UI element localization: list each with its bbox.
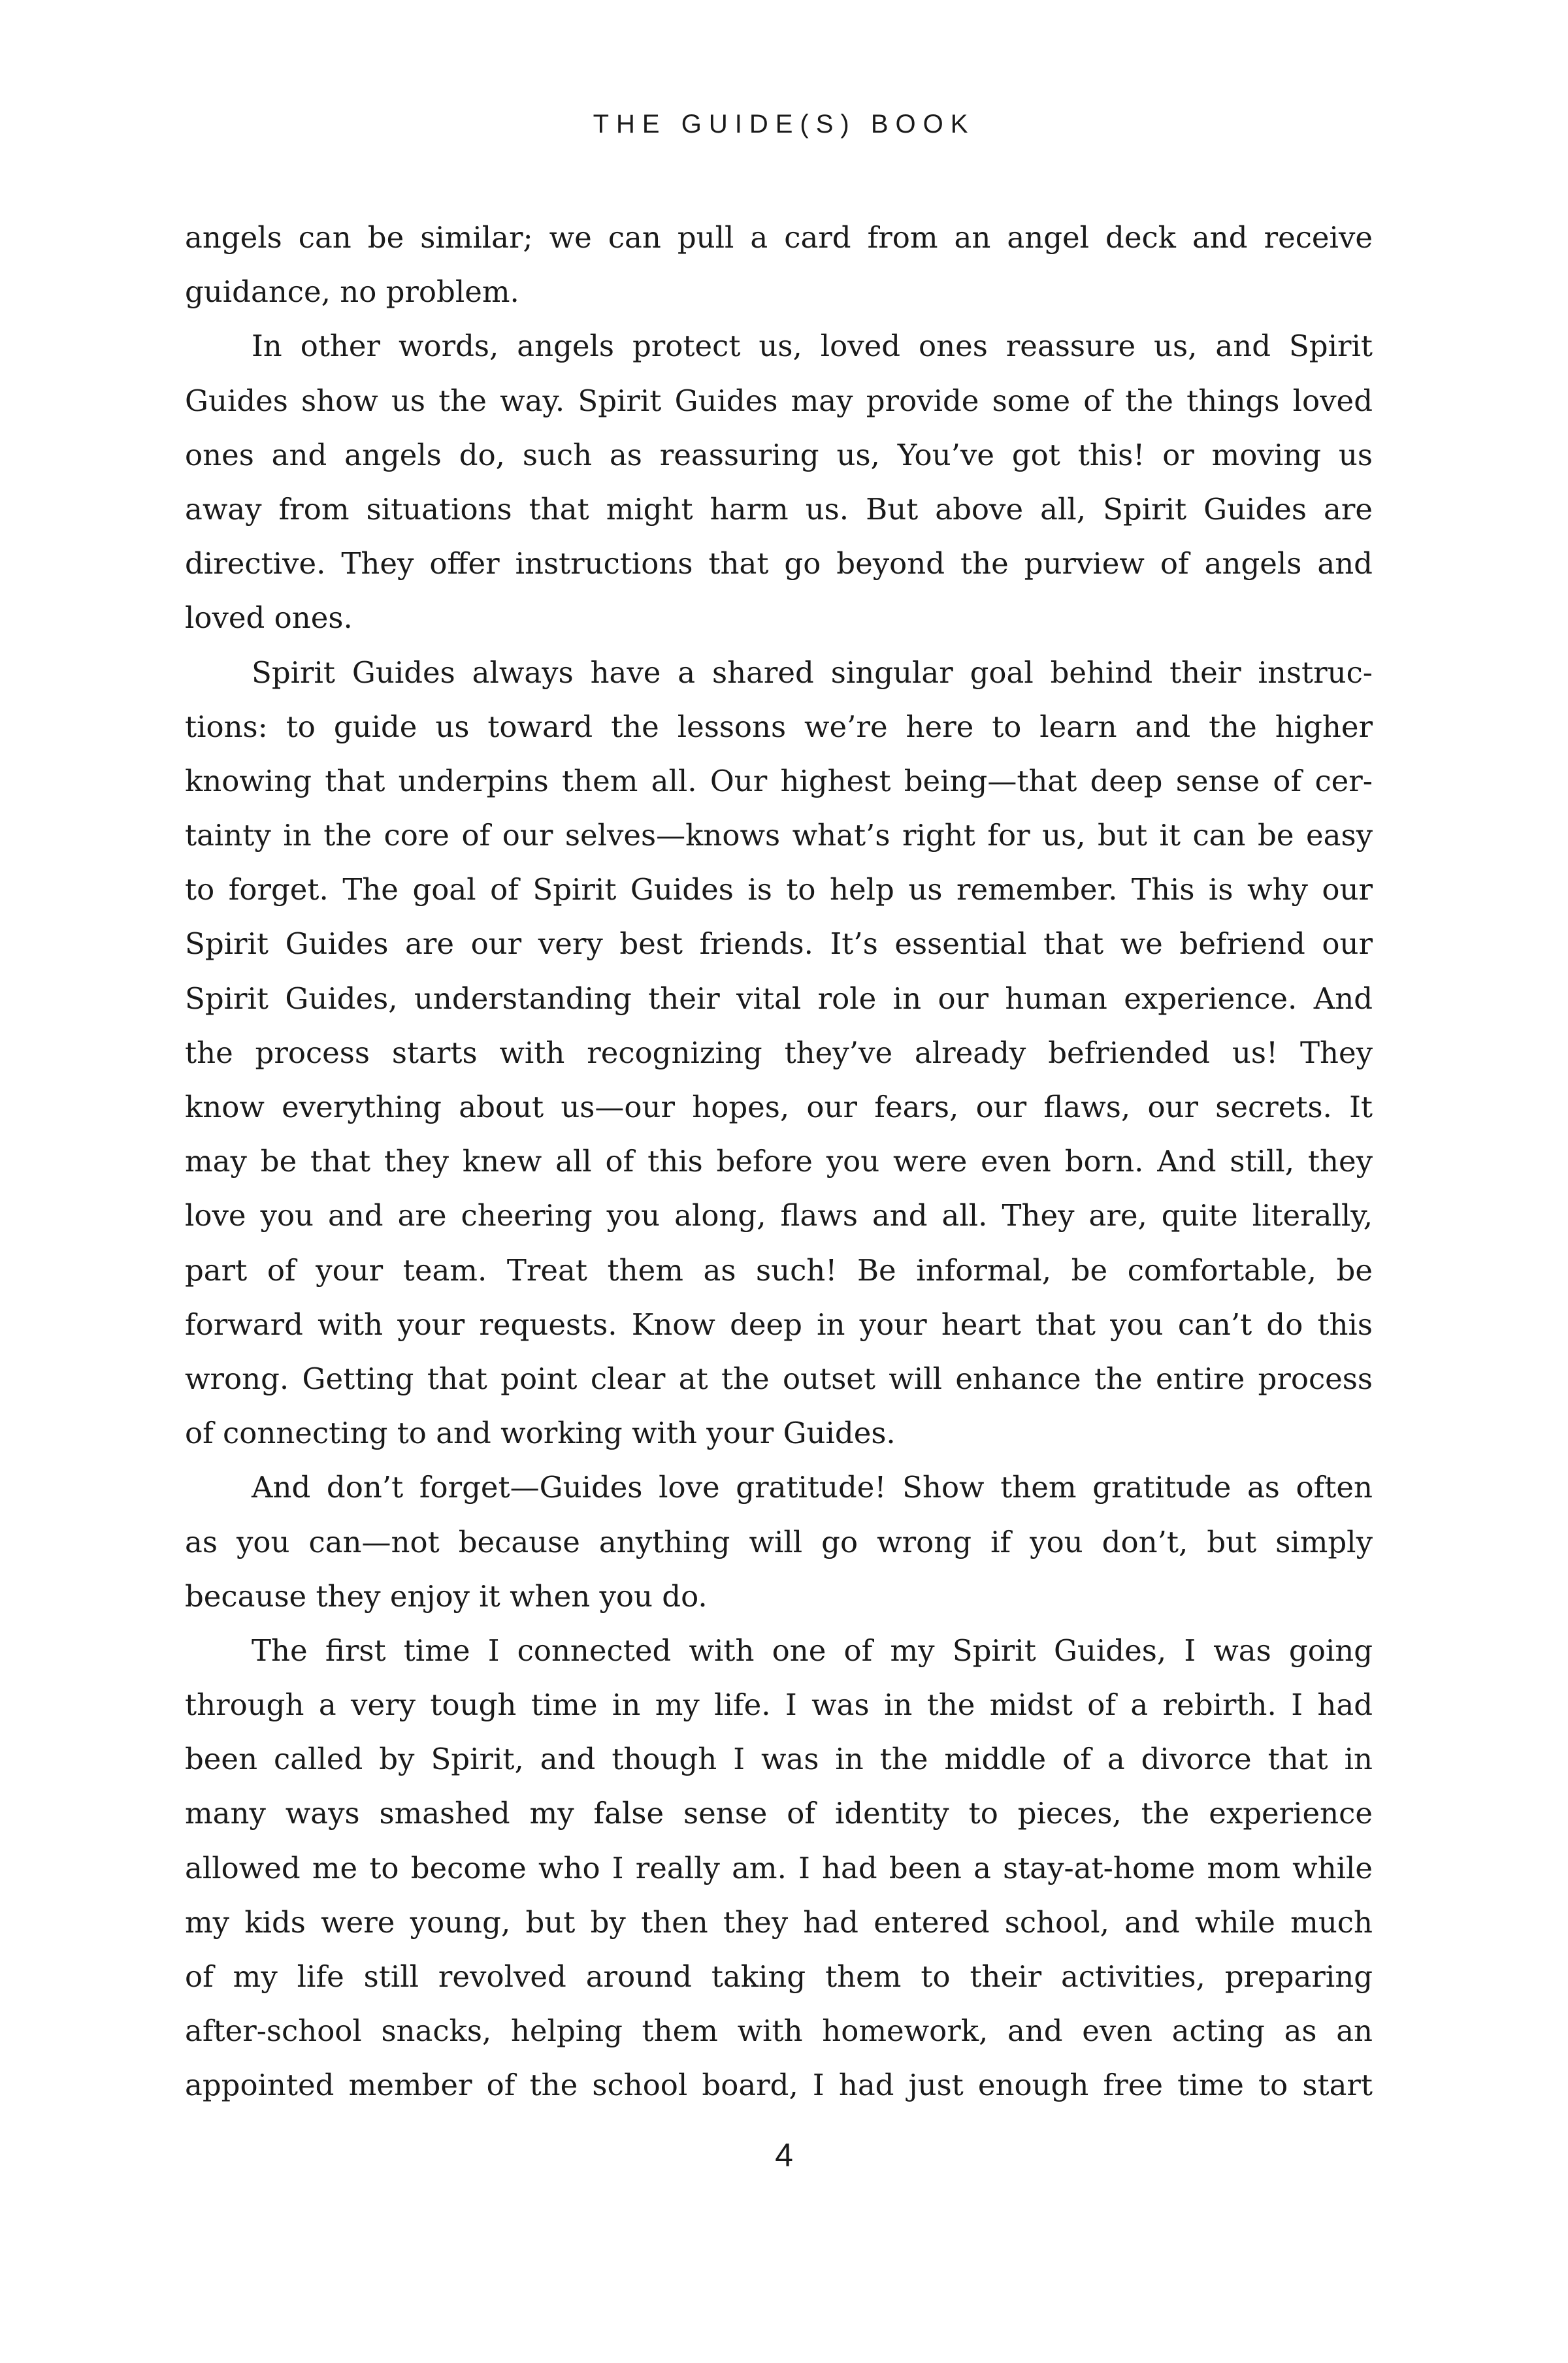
text-line: loved ones. [185, 600, 353, 636]
text-line: part of your team. Treat them as such! Be informal, be comfortable, be [185, 1252, 1373, 1288]
text-line: knowing that underpins them all. Our highest being—that deep sense of cer- [185, 763, 1373, 798]
text-line: appointed member of the school board, I had just enough free time to start [185, 2068, 1373, 2103]
text-line: The first time I connected with one of my Spirit Guides, I was going [252, 1633, 1373, 1668]
text-line: Guides show us the way. Spirit Guides may provide some of the things loved [185, 383, 1373, 418]
text-line: forward with your requests. Know deep in your heart that you can’t do this [185, 1307, 1373, 1342]
text-line: guidance, no problem. [185, 274, 519, 310]
page-number: 4 [775, 2137, 793, 2174]
text-line: of connecting to and working with your Guides. [185, 1416, 896, 1451]
text-line: tainty in the core of our selves—knows what’s right for us, but it can be easy [185, 818, 1373, 853]
text-line: my kids were young, but by then they had entered school, and while much [185, 1904, 1373, 1940]
text-line: the process starts with recognizing they’ve already befriended us! They [185, 1035, 1373, 1070]
text-line: of my life still revolved around taking them to their activities, preparing [185, 1959, 1373, 1994]
text-line: as you can—not because anything will go wrong if you don’t, but simply [185, 1524, 1373, 1559]
text-line: In other words, angels protect us, loved ones reassure us, and Spirit [252, 329, 1373, 364]
text-line: And don’t forget—Guides love gratitude! Show them gratitude as often [252, 1470, 1373, 1505]
text-line: directive. They offer instructions that go beyond the purview of angels and [185, 546, 1373, 581]
text-line: after-school snacks, helping them with homework, and even acting as an [185, 2013, 1373, 2049]
text-line: allowed me to become who I really am. I had been a stay-at-home mom while [185, 1850, 1373, 1885]
text-line: because they enjoy it when you do. [185, 1578, 708, 1614]
text-line: many ways smashed my false sense of identity to pieces, the experience [185, 1796, 1373, 1831]
text-line: ones and angels do, such as reassuring us, You’ve got this! or moving us [185, 437, 1373, 472]
text-line: Spirit Guides always have a shared singular goal behind their instruc- [252, 655, 1373, 690]
text-line: been called by Spirit, and though I was in the middle of a divorce that in [185, 1742, 1373, 1777]
body-text [185, 210, 1373, 2113]
text-line: Spirit Guides, understanding their vital role in our human experience. And [185, 981, 1373, 1016]
running-head: THE GUIDE(S) BOOK [593, 110, 975, 139]
text-line: away from situations that might harm us. But above all, Spirit Guides are [185, 491, 1373, 527]
text-line: Spirit Guides are our very best friends. It’s essential that we befriend our [185, 926, 1373, 962]
text-line: know everything about us—our hopes, our fears, our flaws, our secrets. It [185, 1090, 1373, 1124]
text-line: through a very tough time in my life. I was in the midst of a rebirth. I had [185, 1687, 1373, 1723]
text-line: may be that they knew all of this before you were even born. And still, they [185, 1144, 1373, 1179]
text-line: tions: to guide us toward the lessons we’re here to learn and the higher [185, 709, 1373, 744]
text-line: wrong. Getting that point clear at the outset will enhance the entire process [185, 1361, 1373, 1396]
text-line: angels can be similar; we can pull a card from an angel deck and receive [185, 220, 1373, 255]
text-line: to forget. The goal of Spirit Guides is to help us remember. This is why our [185, 872, 1373, 907]
text-line: love you and are cheering you along, flaws and all. They are, quite literally, [185, 1198, 1373, 1233]
